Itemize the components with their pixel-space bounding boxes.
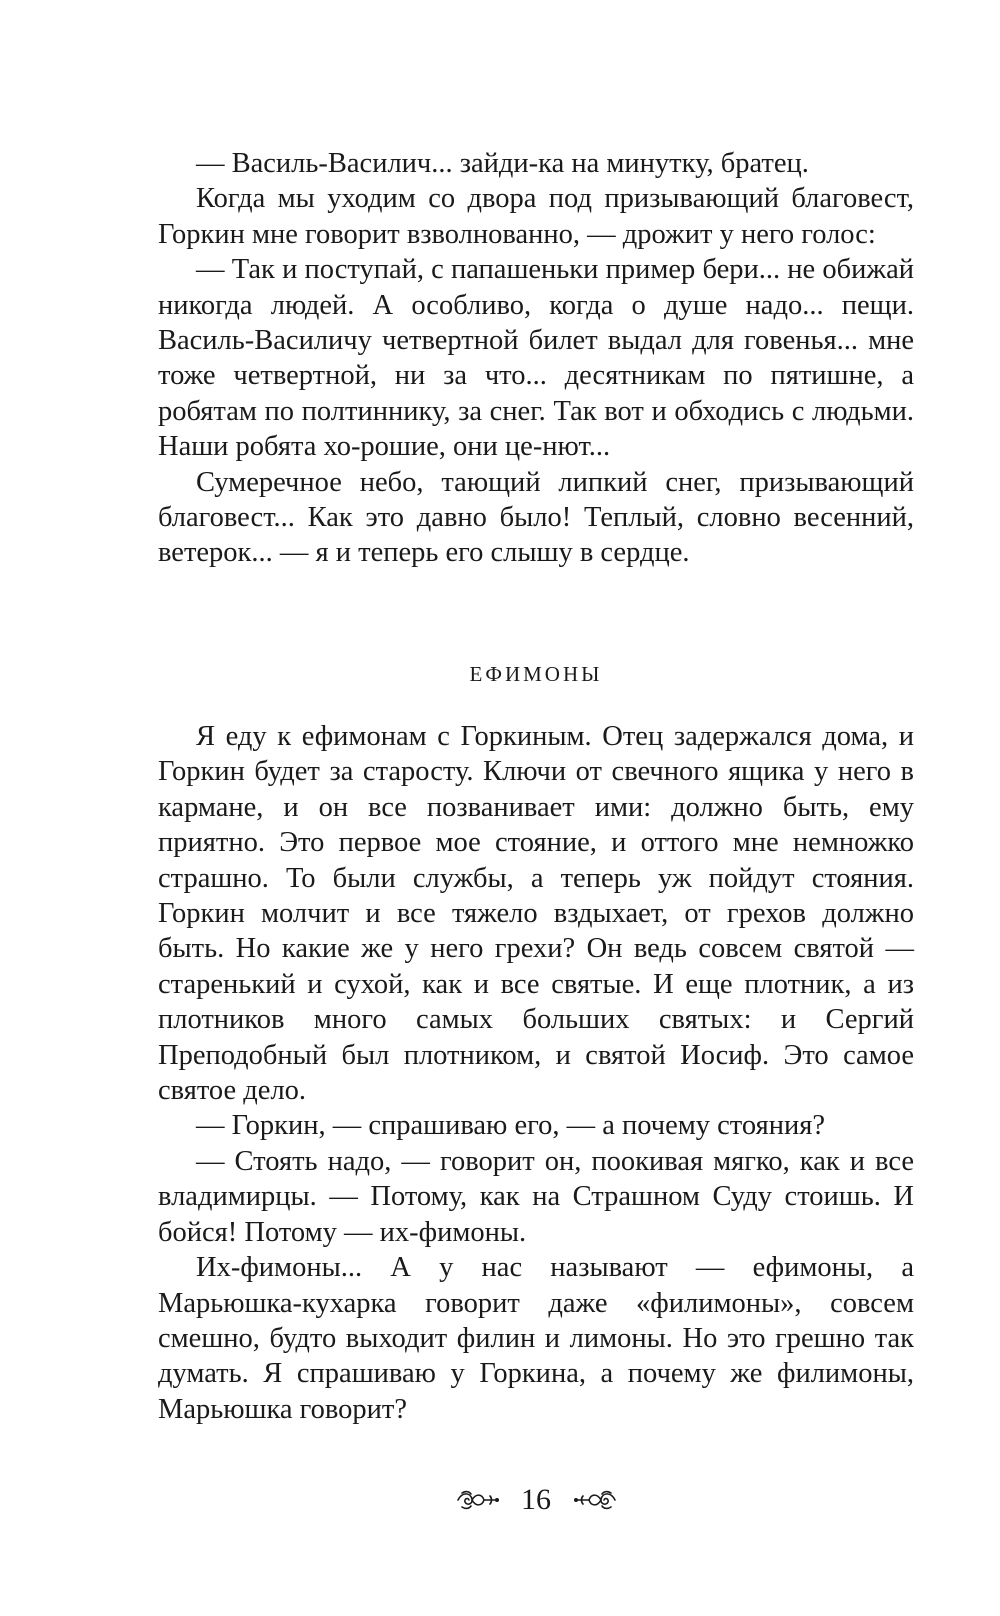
floral-ornament-icon xyxy=(573,1487,619,1513)
page-number: 16 xyxy=(521,1483,551,1517)
paragraph: Когда мы уходим со двора под призывающий благовест, Горкин мне говорит взволнованно, — дрожит у него голос: xyxy=(158,183,914,250)
section-1-text xyxy=(158,146,914,571)
paragraph: Сумеречное небо, тающий липкий снег, призывающий благовест... Как это давно было! Теплый, словно весенний, ветерок... — я и теперь его слышу в сердце. xyxy=(158,466,914,569)
paragraph: Их-фимоны... А у нас называют — ефимоны, а Марьюшка-кухарка говорит даже «филимоны», совсем смешно, будто выходит филин и лимоны. Но это грешно так думать. Я спрашиваю у Горкина, а почему же филимоны, Марьюшка говорит? xyxy=(158,1252,914,1425)
paragraph: — Василь-Василич... зайди-ка на минутку, братец. xyxy=(196,148,809,179)
paragraph: — Стоять надо, — говорит он, поокивая мягко, как и все владимирцы. — Потому, как на Страшном Суду стоишь. И бойся! Потому — их-фимоны. xyxy=(158,1145,914,1248)
floral-ornament-icon xyxy=(454,1487,500,1513)
chapter-title: ЕФИМОНЫ xyxy=(469,662,603,686)
section-2-text xyxy=(158,719,914,1427)
paragraph: Я еду к ефимонам с Горкиным. Отец задержался дома, и Горкин будет за старосту. Ключи от свечного ящика у него в кармане, и он все позванивает ими: должно быть, ему приятно. Это первое мое стояние, и оттого мне немножко страшно. То были службы, а теперь уж пойдут стояния. Горкин молчит и все тяжело вздыхает, от грехов должно быть. Но какие же у него грехи? Он ведь совсем святой — старенький и сухой, как и все святые. И еще плотник, а из плотников много самых больших святых: и Сергий Преподобный был плотником, и святой Иосиф. Это самое святое дело. xyxy=(158,721,914,1107)
paragraph: — Так и поступай, с папашеньки пример бери... не обижай никогда людей. А особливо, когда о душе надо... пещи. Василь-Василичу четвертной билет выдал для говенья... мне тоже четвертной, ни за что... десятникам по пятишне, а робятам по полтиннику, за снег. Так вот и обходись с людьми. Наши робята хо-рошие, они це-нют... xyxy=(158,254,914,463)
page-footer xyxy=(158,1478,914,1520)
paragraph: — Горкин, — спрашиваю его, — а почему стояния? xyxy=(196,1110,825,1142)
